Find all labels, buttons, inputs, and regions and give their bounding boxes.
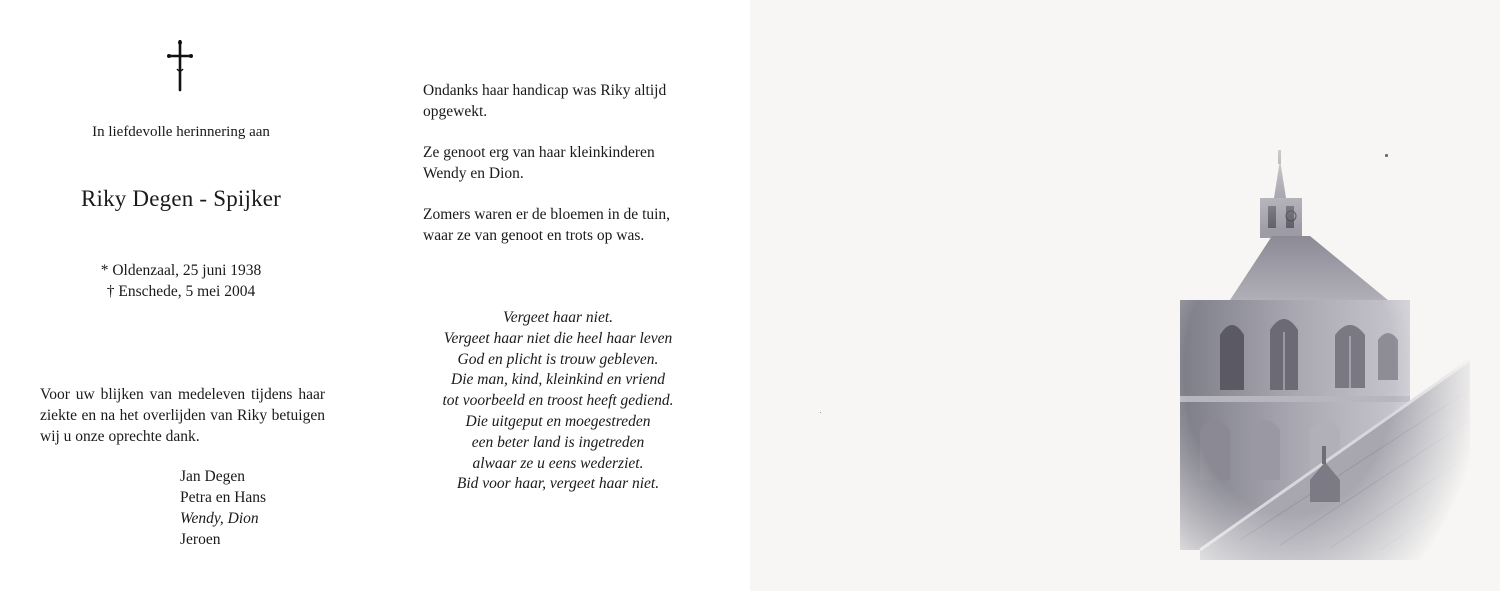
signer-name: Jeroen (180, 531, 221, 548)
signer-name: Jan Degen (180, 468, 245, 485)
intro-text: In liefdevolle herinnering aan (92, 124, 270, 140)
paragraph-line: Wendy en Dion. (423, 165, 524, 182)
latin-cross-icon (165, 40, 195, 92)
poem-line: Bid voor haar, vergeet haar niet. (456, 475, 660, 493)
death-line: † Enschede, 5 mei 2004 (106, 283, 256, 300)
paragraph-line: Ondanks haar handicap was Riky altijd (423, 82, 667, 99)
paragraph-handicap (423, 80, 720, 122)
poem-line: Vergeet haar niet die heel haar leven (443, 329, 673, 347)
poem-line: Die uitgeput en moegestreden (465, 412, 651, 430)
poem-line: tot voorbeeld en troost heeft gediend. (442, 392, 674, 410)
print-speck (1385, 154, 1388, 157)
poem-line: God en plicht is trouw gebleven. (457, 350, 659, 368)
birth-line: * Oldenzaal, 25 juni 1938 (100, 262, 262, 279)
print-speck (820, 412, 821, 413)
church-tower-image (1160, 140, 1470, 560)
paragraph-line: waar ze van genoot en trots op was. (423, 227, 645, 244)
signer-name: Wendy, Dion (180, 510, 259, 527)
life-dates (0, 260, 362, 302)
paragraph-garden (423, 204, 720, 246)
signer-name: Petra en Hans (180, 489, 267, 506)
paragraph-line: Ze genoot erg van haar kleinkinderen (423, 144, 655, 161)
poem-line: Vergeet haar niet. (502, 309, 614, 326)
thanks-paragraph: Voor uw blijken van medeleven tijdens haar ziekte en na het overlijden van Riky betuigen wij u onze oprechte dank. (40, 386, 325, 445)
paragraph-line: Zomers waren er de bloemen in de tuin, (423, 206, 671, 223)
memorial-poem (408, 308, 708, 495)
deceased-name: Riky Degen - Spijker (80, 186, 282, 211)
family-signatures (180, 466, 266, 550)
poem-line: een beter land is ingetreden (471, 433, 645, 451)
poem-line: Die man, kind, kleinkind en vriend (451, 371, 665, 389)
poem-line: alwaar ze u eens wederziet. (472, 454, 644, 472)
paragraph-grandchildren (423, 142, 720, 184)
paragraph-line: opgewekt. (423, 103, 488, 120)
